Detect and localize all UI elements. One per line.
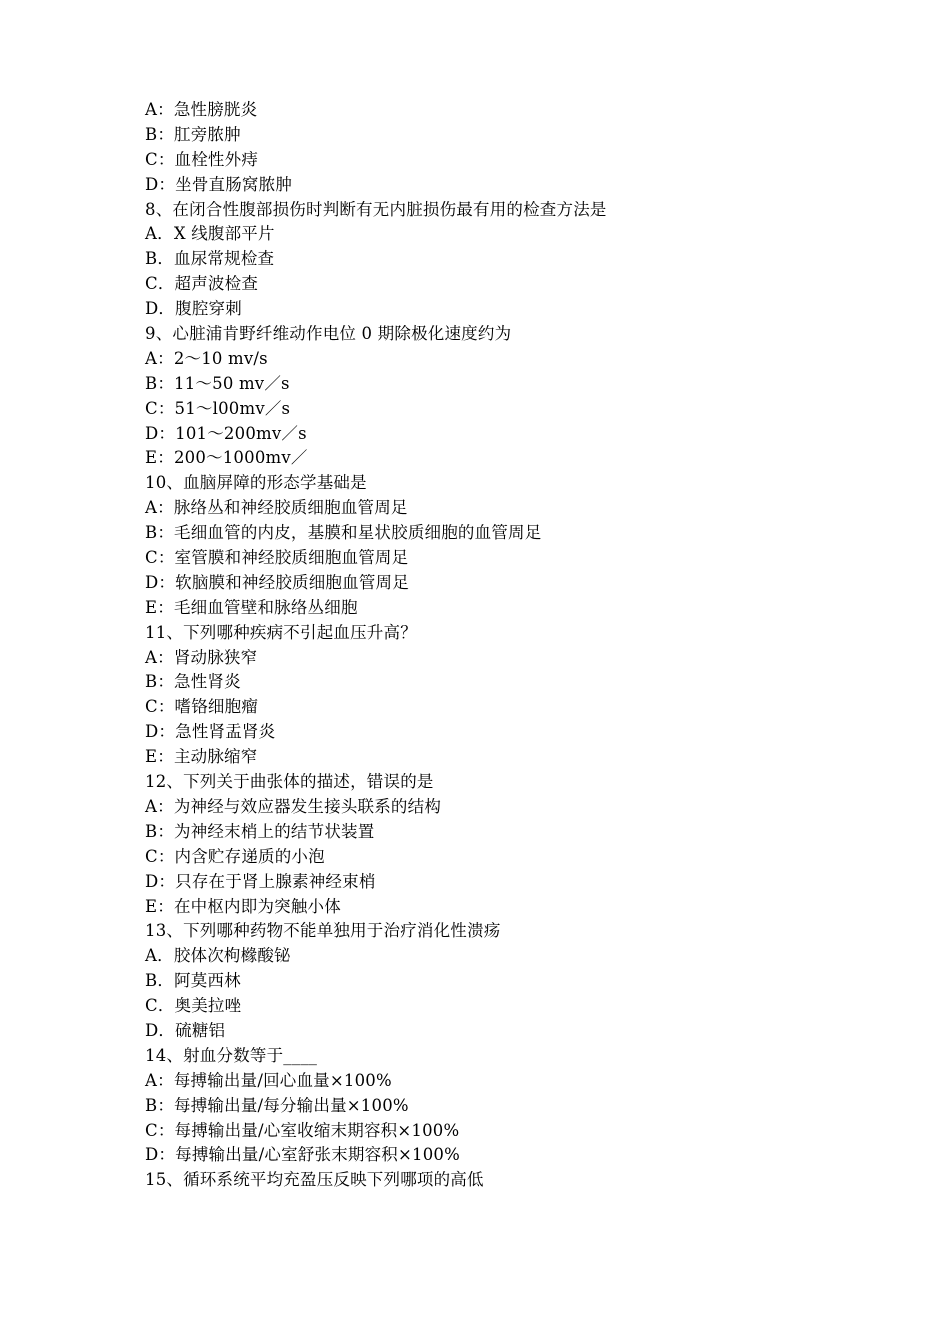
question-line: 8、在闭合性腹部损伤时判断有无内脏损伤最有用的检查方法是	[145, 199, 607, 219]
question-line: 13、下列哪种药物不能单独用于治疗消化性溃疡	[145, 921, 501, 941]
option-line: B．阿莫西林	[145, 971, 241, 991]
option-line: A：肾动脉狭窄	[145, 647, 258, 667]
option-line: A．胶体次枸橼酸铋	[145, 946, 291, 966]
option-line: B：为神经末梢上的结节状装置	[145, 821, 375, 841]
option-line: D：急性肾盂肾炎	[145, 722, 276, 742]
question-line: 10、血脑屏障的形态学基础是	[145, 473, 367, 493]
option-line: D：软脑膜和神经胶质细胞血管周足	[145, 572, 409, 592]
question-line: 14、射血分数等于____	[145, 1045, 318, 1065]
option-line: B．血尿常规检查	[145, 249, 275, 269]
option-line: C：每搏输出量/心室收缩末期容积×100%	[145, 1120, 460, 1140]
option-line: A：2～10 mv/s	[145, 348, 268, 368]
option-line: D：坐骨直肠窝脓肿	[145, 174, 293, 194]
question-line: 9、心脏浦肯野纤维动作电位 0 期除极化速度约为	[145, 324, 512, 344]
option-line: B：11～50 mv／s	[145, 373, 290, 393]
option-line: E：在中枢内即为突触小体	[145, 896, 341, 916]
option-line: E：毛细血管壁和脉络丛细胞	[145, 597, 358, 617]
option-line: B：肛旁脓肿	[145, 124, 241, 144]
option-line: A：为神经与效应器发生接头联系的结构	[145, 796, 442, 816]
option-line: D：每搏输出量/心室舒张末期容积×100%	[145, 1145, 460, 1165]
question-line: 11、下列哪种疾病不引起血压升高？	[145, 622, 417, 642]
option-line: D：只存在于肾上腺素神经束梢	[145, 871, 376, 891]
option-line: D．硫糖铝	[145, 1020, 226, 1040]
option-line: A：每搏输出量/回心血量×100%	[145, 1070, 392, 1090]
option-line: C：室管膜和神经胶质细胞血管周足	[145, 548, 409, 568]
option-line: A．X 线腹部平片	[145, 224, 275, 244]
option-line: C：血栓性外痔	[145, 149, 259, 169]
option-line: C：嗜铬细胞瘤	[145, 697, 259, 717]
option-line: D：101～200mv／s	[145, 423, 307, 443]
option-line: A：急性膀胱炎	[145, 100, 258, 119]
option-line: C：内含贮存递质的小泡	[145, 846, 325, 866]
option-line: B：每搏输出量/每分输出量×100%	[145, 1095, 409, 1115]
option-line: C．超声波检查	[145, 274, 259, 294]
option-line: D．腹腔穿刺	[145, 299, 242, 319]
option-line: E：200～1000mv／	[145, 448, 308, 468]
option-line: E：主动脉缩窄	[145, 747, 258, 767]
option-line: C．奥美拉唑	[145, 996, 242, 1016]
option-line: A：脉络丛和神经胶质细胞血管周足	[145, 498, 408, 518]
question-line: 15、循环系统平均充盈压反映下列哪项的高低	[145, 1170, 484, 1190]
option-line: B：急性肾炎	[145, 672, 241, 692]
option-line: B：毛细血管的内皮，基膜和星状胶质细胞的血管周足	[145, 523, 542, 543]
question-line: 12、下列关于曲张体的描述，错误的是	[145, 772, 434, 792]
question-text-block	[145, 98, 845, 1193]
option-line: C：51～l00mv／s	[145, 398, 291, 418]
